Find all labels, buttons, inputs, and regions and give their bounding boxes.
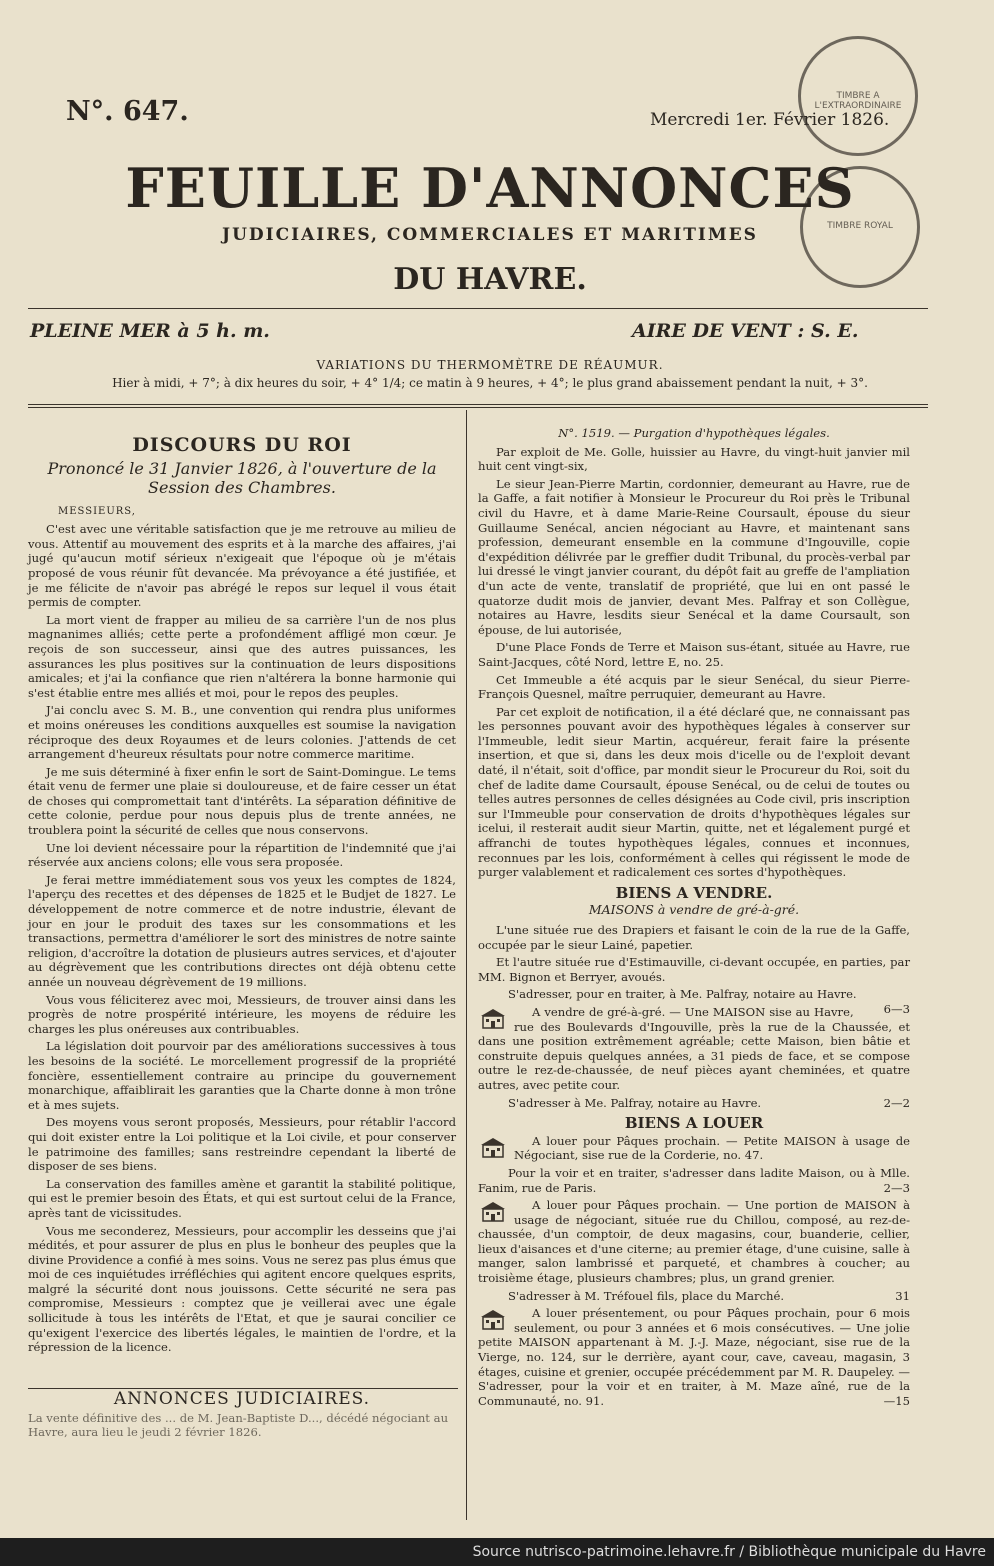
speech-paragraph: La conservation des familles amène et garantit la stabilité politique, qui est le premier besoin des États, et qui est surtout celui de la France, après tant de vicissitudes. xyxy=(28,1176,456,1220)
notice-paragraph: Le sieur Jean-Pierre Martin, cordonnier, demeurant au Havre, rue de la Gaffe, a fait notifier à Monsieur le Procureur du Roi près le Tribunal civil du Havre, et à dame Marie-Reine Coursault, épouse du sieur Guillaume Senécal, ancien négociant au Havre, et maintenant sans profession, demeurant ensemble en la commune d'Ingouville, copie d'expédition délivrée par le greffier dudit Tribunal, du procès-verbal par lui dressé le vingt janvier courant, du dépôt fait au greffe de l'ampliation d'un acte de vente, translatif de propriété, que lui en ont passé le quatorze dudit mois de janvier, devant Mes. Palfray et son Collègue, notaires au Havre, lesdits sieur Senécal et la dame Coursault, son épouse, de lui autorisée, xyxy=(478,476,910,637)
tax-stamp-top xyxy=(798,36,918,156)
rent2-contact-text: S'adresser à M. Tréfouel fils, place du Marché. xyxy=(508,1288,785,1303)
rent-heading: BIENS A LOUER xyxy=(624,1114,764,1133)
sale-paragraph: L'une située rue des Drapiers et faisant le coin de la rue de la Gaffe, occupée par le sieur Lainé, papetier. xyxy=(478,923,910,952)
speech-paragraph: Des moyens vous seront proposés, Messieurs, pour rétablir l'accord qui doit exister entre la Loi politique et la Loi civile, et pour conserver le patrimoine des familles; sans restreindre cependant la liberté de disposer de ses biens. xyxy=(28,1115,456,1174)
rent-ad-3 xyxy=(478,1306,910,1408)
sale-paragraph: Et l'autre située rue d'Estimauville, ci-devant occupée, en parties, par MM. Bignon et Berryer, avoués. xyxy=(478,955,910,984)
notice-paragraph: Par exploit de Me. Golle, huissier au Havre, du vingt-huit janvier mil huit cent vingt-six, xyxy=(478,444,910,474)
house-icon xyxy=(478,1200,508,1222)
masthead-title: FEUILLE D'ANNONCES xyxy=(125,156,855,220)
sale-ad-2-text: A vendre de gré-à-gré. — Une MAISON sise au Havre, rue des Boulevards d'Ingouville, près la rue de la Chaussée, et dans une position extrêmement agréable; cette Maison, bien bâtie et construite depuis quelques années, a 31 pieds de face, et se compose outre le rez-de-chaussée, de neuf pièces ayant cheminées, et quatre autres, avec petite cour. xyxy=(478,1004,910,1092)
thermometer-readings: Hier à midi, + 7°; à dix heures du soir, + 4° 1/4; ce matin à 9 heures, + 4°; le plus grand abaissement pendant la nuit, + 3°. xyxy=(112,376,868,390)
notice-title: N°. 1519. — Purgation d'hypothèques légales. xyxy=(558,426,830,440)
judicial-heading: ANNONCES JUDICIAIRES. xyxy=(113,1389,371,1409)
speech-paragraph: C'est avec une véritable satisfaction que je me retrouve au milieu de vous. Attentif au mouvement des esprits et à la marche des affaires, j'ai jugé qu'aucun motif sérieux n'exigeait que l'époque où je m'étais proposé de vous réunir fût devancée. Ma prévoyance a été justifiée, et je me félicite de n'avoir pas abrégé le repos sur lequel il vous était permis de compter. xyxy=(28,522,456,610)
wind-info: AIRE DE VENT : S. E. xyxy=(632,320,859,342)
rent2-contact xyxy=(478,1289,910,1304)
stamp-bottom-text: TIMBRE ROYAL xyxy=(827,221,893,231)
source-credit: Source nutrisco-patrimoine.lehavre.fr / Bibliothèque municipale du Havre xyxy=(0,1538,994,1566)
speech-paragraph: La législation doit pourvoir par des améliorations successives à tous les besoins de la société. Le morcellement progressif de la propriété foncière, essentiellement contraire au principe du gouvernement monarchique, affaiblirait les garanties que la Charte donne à mon trône et à mes sujets. xyxy=(28,1039,456,1112)
left-column xyxy=(28,432,456,1358)
right-column xyxy=(478,426,910,1411)
speech-subheading: Prononcé le 31 Janvier 1826, à l'ouverture de la Session des Chambres. xyxy=(47,458,437,497)
speech-paragraph: Je me suis déterminé à fixer enfin le sort de Saint-Domingue. Le tems était venu de fermer une plaie si douloureuse, et de faire cesser un état de choses qui compromettait tant d'intérêts. La séparation définitive de cette colonie, perdue pour nous depuis plus de trente années, ne troublera point la sécurité de celles que nous conservons. xyxy=(28,764,456,838)
masthead-rule xyxy=(28,308,928,309)
rent-ad-1-text: A louer pour Pâques prochain. — Petite MAISON à usage de Négociant, sise rue de la Corderie, no. 47. xyxy=(514,1133,910,1163)
section-rule-double xyxy=(28,407,928,408)
issue-number: N°. 647. xyxy=(66,96,189,127)
sale-contact-text: S'adresser, pour en traiter, à Me. Palfray, notaire au Havre. xyxy=(508,987,857,1002)
house-icon xyxy=(478,1136,508,1158)
rent2-ref: 31 xyxy=(895,1288,910,1303)
notice-paragraph: Cet Immeuble a été acquis par le sieur Senécal, du sieur Pierre-François Quesnel, maître perruquier, demeurant au Havre. xyxy=(478,672,910,702)
stamp-top-text: TIMBRE A L'EXTRAORDINAIRE xyxy=(814,91,902,111)
sale-ad-2 xyxy=(478,1005,910,1093)
speech-heading: DISCOURS DU ROI xyxy=(132,434,352,456)
sale2-contact-text: S'adresser à Me. Palfray, notaire au Havre. xyxy=(508,1095,762,1110)
rent1-ref: 2—3 xyxy=(883,1180,910,1195)
masthead-subtitle: JUDICIAIRES, COMMERCIALES ET MARITIMES xyxy=(222,225,758,245)
speech-paragraph: Une loi devient nécessaire pour la répartition de l'indemnité que j'ai réservée aux anciens colons; elle vous sera proposée. xyxy=(28,840,456,870)
issue-date: Mercredi 1er. Février 1826. xyxy=(650,110,890,130)
rent1-contact-text: Pour la voir et en traiter, s'adresser dans ladite Maison, ou à Mlle. Fanim, rue de Paris. xyxy=(478,1165,910,1195)
sale-subheading: MAISONS à vendre de gré-à-gré. xyxy=(588,902,800,918)
thermometer-heading: VARIATIONS DU THERMOMÈTRE DE RÉAUMUR. xyxy=(316,358,664,372)
tide-info: PLEINE MER à 5 h. m. xyxy=(30,320,270,342)
sale2-ref: 2—2 xyxy=(883,1095,910,1110)
judicial-notices xyxy=(28,1389,456,1440)
column-divider xyxy=(466,410,467,1520)
notice-paragraph: D'une Place Fonds de Terre et Maison sus-étant, située au Havre, rue Saint-Jacques, côté Nord, lettre E, no. 25. xyxy=(478,640,910,669)
sale2-contact xyxy=(478,1096,910,1111)
sale-ref: 6—3 xyxy=(883,1001,910,1016)
speech-salutation: MESSIEURS, xyxy=(58,505,136,517)
speech-paragraph: Vous me seconderez, Messieurs, pour accomplir les desseins que j'ai médités, et pour assurer de plus en plus le bonheur des peuples que la divine Providence a confié à mes soins. Vous ne serez pas plus émus que moi de ces inquiétudes irréfléchies qui agitent encore quelques esprits, malgré la sécurité dont nous jouissons. Cette sécurité ne sera pas compromise, Messieurs : comptez que je veillerai avec une égale sollicitude à tous les intérêts de l'Etat, et que je saurai concilier ce qu'exigent l'exercice des libertés légales, le maintien de l'ordre, et la répression de la licence. xyxy=(28,1223,456,1355)
sale-contact xyxy=(478,987,910,1016)
speech-paragraph: Je ferai mettre immédiatement sous vos yeux les comptes de 1824, l'aperçu des recettes et des dépenses de 1825 et le Budjet de 1827. Le développement de notre commerce et de notre industrie, élevant de jour en jour le produit des taxes sur les consommations et les transactions, permettra d'améliorer le sort des ministres de notre sainte religion, d'accroître la dotation de plusieurs autres services, et d'ajouter au dégrèvement que les contributions directes ont déjà obtenu cette année un nouveau dégrèvement de 19 millions. xyxy=(28,872,456,989)
rent-ad-2-text: A louer pour Pâques prochain. — Une portion de MAISON à usage de négociant, située rue du Chillou, composé, au rez-de-chaussée, d'un comptoir, de deux magasins, cour, buanderie, cellier, lieux d'aisances et d'une citerne; au premier étage, d'une cuisine, salle à manger, salon lambrissé et parqueté, et chambres à coucher; au troisième étage, plusieurs chambres; plus, un grand grenier. xyxy=(478,1198,910,1286)
speech-paragraph: J'ai conclu avec S. M. B., une convention qui rendra plus uniformes et moins onéreuses les conditions auxquelles est soumise la navigation réciproque des deux Royaumes et de leurs colonies. J'attends de cet arrangement d'heureux résultats pour notre commerce maritime. xyxy=(28,703,456,762)
rent-ad-1 xyxy=(478,1134,910,1163)
rent-ad-2 xyxy=(478,1198,910,1286)
house-icon xyxy=(478,1308,508,1330)
speech-paragraph: La mort vient de frapper au milieu de sa carrière l'un de nos plus magnanimes alliés; cette perte a profondément affligé mon cœur. Je reçois de son successeur, ainsi que des autres puissances, les assurances les plus positives sur la continuation de leurs dispositions amicales; et j'ai la confiance que rien n'altérera la bonne harmonie qui s'est établie entre mes alliés et moi, pour le repos des peuples. xyxy=(28,612,456,700)
sale-heading: BIENS A VENDRE. xyxy=(615,883,773,902)
rent-ad-3-text: A louer présentement, ou pour Pâques prochain, pour 6 mois seulement, ou pour 3 années et 6 mois consécutives. — Une jolie petite MAISON appartenant à M. J.-J. Maze, négociant, sise rue de la Vierge, no. 124, sur le derrière, ayant cour, cave, caveau, magasin, 3 étages, cuisine et grenier, occupée précédemment par M. R. Daupeley. — S'adresser, pour la voir et en traiter, à M. Maze aîné, rue de la Communauté, no. 91. xyxy=(478,1306,910,1408)
judicial-text: La vente définitive des ... de M. Jean-Baptiste D..., décédé négociant au Havre, aura lieu le jeudi 2 février 1826. xyxy=(28,1410,449,1440)
house-icon xyxy=(478,1007,508,1029)
section-rule xyxy=(28,404,928,405)
notice-paragraph: Par cet exploit de notification, il a été déclaré que, ne connaissant pas les personnes pouvant avoir des hypothèques légales à conserver sur l'Immeuble, ledit sieur Martin, acquéreur, ferait faire la présente insertion, et que si, dans les deux mois d'icelle ou de l'exploit devant daté, il n'était, soit d'office, par mondit sieur le Procureur du Roi, soit du chef de ladite dame Coursault, épouse Senécal, ou de celui de toutes ou telles autres personnes de celles désignées au Code civil, pris inscription sur l'Immeuble pour conservation de droits d'hypothèques légales sur icelui, il resterait audit sieur Martin, quitte, net et légalement purgé et affranchi de toutes hypothèques légales, connues et inconnues, reconnues par les lois, conformément à celles qui régissent le mode de purger valablement et radicalement ces sortes d'hypothèques. xyxy=(478,704,910,880)
masthead-city: DU HAVRE. xyxy=(393,262,587,297)
rent3-ref: —15 xyxy=(883,1393,910,1408)
speech-paragraph: Vous vous féliciterez avec moi, Messieurs, de trouver ainsi dans les progrès de notre prospérité intérieure, les moyens de réduire les charges les plus onéreuses aux contribuables. xyxy=(28,992,456,1036)
rent1-contact xyxy=(478,1166,910,1195)
